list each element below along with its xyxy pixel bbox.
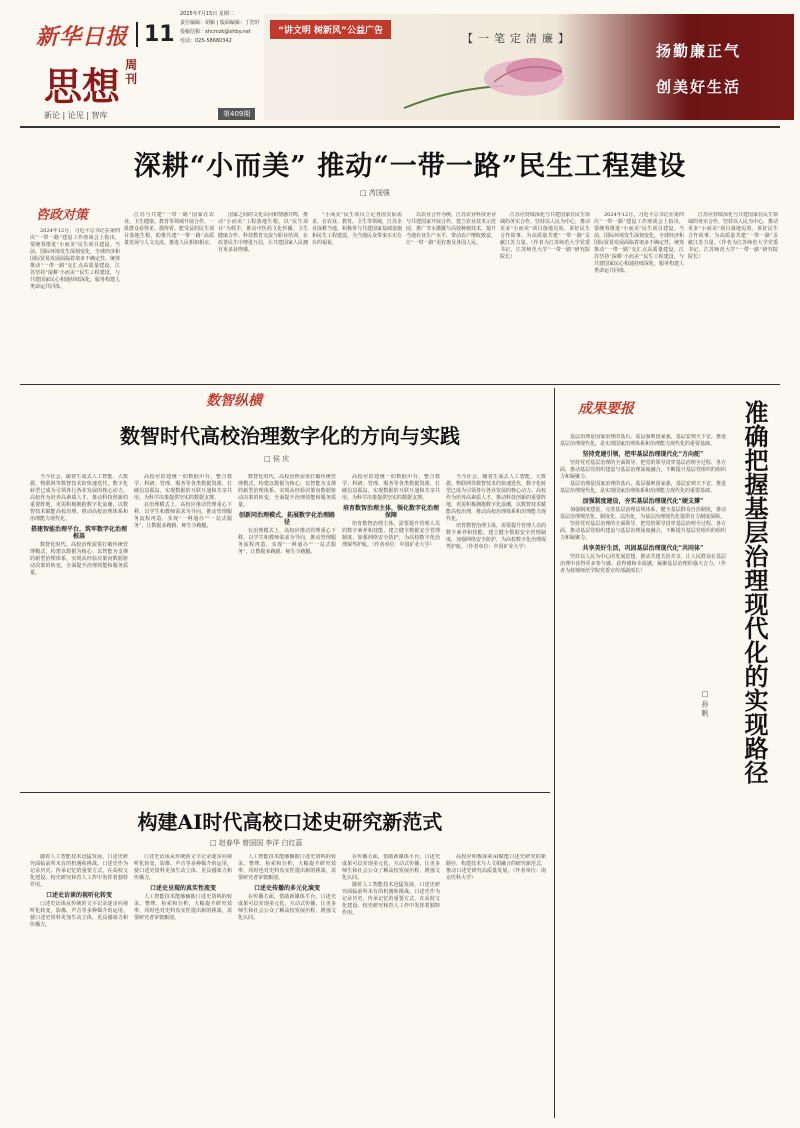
article3-subhead-2: 口述史呈现的真实性流变 bbox=[149, 885, 216, 892]
ad-banner bbox=[264, 14, 794, 120]
divider-2 bbox=[20, 792, 550, 793]
section-nav: 新论 | 论见 | 智库 bbox=[44, 111, 108, 120]
email-line: 投稿信箱：xhcmzk@xhby.net bbox=[180, 29, 251, 35]
page-number: 11 bbox=[136, 22, 175, 47]
article2-col-3: 数智化时代，高校治理需要打破传统管理模式，构建以数据为核心、以智能为支撑的新型治理体系，实现从经验决策向数据驱动决策的转变，全面提升治理效能和服务质量。 创新同治理模式，拓展数字化治理路径 在治理模式上，高校应推动管理重心下移，以学生和教师需求为导向，推动管理服务流程再造，实现“一网通办”“一站式服务”，让数据多跑路、师生少跑腿。 bbox=[238, 474, 336, 555]
ad-slogan-2: 创美好生活 bbox=[656, 78, 742, 96]
newspaper-logo: 新华日报 bbox=[36, 24, 129, 50]
issue-badge: 第409期 bbox=[218, 108, 255, 120]
article3-author: □ 赵春华 曾国国 李洋 白红蕊 bbox=[210, 839, 303, 847]
article4-subhead-3: 共享美好生活，巩固基层治理现代化“共同体” bbox=[582, 545, 704, 552]
article1-col-1: 2024年12月，习近平总书记在第四次“一带一路”建设工作座谈会上指出，要统筹推进“小而美”民生项目建设。当前，国际环境发生深刻变化，全球经济和国际贸易发展面临着诸多不确定性。统筹推动“一带一路”交汇点高质量建设，江苏坚持“深耕‘小而美’”民生工程建设，与共建国家民心相通持续深化，服务构建人类命运共同体。 bbox=[30, 228, 120, 290]
article1-col-8: 江苏应持续深化与共建国家在民生领域的务实合作，坚持以人民为中心，推动更多“小而美”项目落地见效，讲好民生合作故事，为高质量共建“一带一路”贡献江苏力量。（作者为江苏师范大学党委书记、江苏师范大学“一带一路”研究院院长） bbox=[688, 212, 778, 260]
article3-subhead-3: 口述史传播的多元化演变 bbox=[253, 885, 320, 892]
article3-col-4: 在传播方面，借助新媒体平台，口述史成果可以实现多元化、互动式传播，让更多师生和社会公众了解高校发展历程，增强文化认同。 随着人工智能技术迅猛发展，口述史研究面临前所未有的机遇和挑战。口述史作为记录历史、传承记忆的重要方式，在高校文化建设、校史研究和育人工作中发挥着独特作用。 bbox=[342, 854, 440, 916]
article2-title: 数智时代高校治理数字化的方向与实践 bbox=[120, 424, 460, 448]
article1-title: 深耕“小而美” 推动“一带一路”民生工程建设 bbox=[133, 151, 687, 182]
section-logo-sub: 周刊 bbox=[125, 58, 138, 86]
article4-subhead-1: 坚持党建引领，把牢基层治理现代化“方向舵” bbox=[582, 451, 704, 458]
vertical-divider bbox=[554, 388, 555, 1118]
date-line: 2025年7月15日 星期二 bbox=[180, 11, 234, 17]
article1-col-5: 以农业合作为例，江苏农业科技企业与共建国家开展合作，建立农业技术示范园，推广节水灌溉与高效种植技术，提升当地农业生产水平，带动农户增收致富，让“一带一路”更好惠及各国人民。 bbox=[406, 212, 496, 246]
article4-title: 准确把握基层治理现代化的实现路径 bbox=[740, 400, 769, 784]
article1-col-2: 江苏与共建“一带一路”国家在农业、卫生健康、教育等领域开展合作，一批群众看得见、摸得着、能受益的民生项目落地生根，助推共建“一带一路”高质量发展与人文交流，推进人民相知相亲。 bbox=[124, 212, 214, 246]
article3-title: 构建AI时代高校口述史研究新范式 bbox=[137, 810, 443, 834]
editor-line: 责任编辑：胡颖 | 版面编辑：丁浩轩 bbox=[180, 20, 260, 26]
article1-col-4: “小而美”民生项目立足各国实际需求，在农业、教育、卫生等领域，江苏企业深耕当地，积极参与共建国家基础设施和民生工程建设，为当地民众带来实实在在的福祉。 bbox=[312, 212, 402, 246]
phone-line: 电话：025-58680342 bbox=[180, 38, 232, 44]
article4-column-tag: 成果要报 bbox=[578, 401, 634, 417]
article3-col-2: 口述史访谈从传统的文字记录逐步向视听化转变，影像、声音等多种媒介的运用，使口述史资料更加生动立体，更具感染力和传播力。 口述史呈现的真实性流变 人工智能技术能够辅助口述史资料的转录、整理、检索和分析，大幅提升研究效率，同时也对史料真实性提出新的挑战，需要研究者审慎甄别。 bbox=[134, 854, 232, 921]
masthead bbox=[0, 0, 800, 128]
article4-col-1: 基层治理是国家治理的基石。基层强则国家强，基层安则天下安。推进基层治理现代化，是实现国家治理体系和治理能力现代化的重要基础。 坚持党建引领，把牢基层治理现代化“方向舵” 坚持党对基层治理的全面领导，把党的领导贯穿基层治理全过程、各方面，推动基层党组织建设与基层治理深度融合，不断提升基层党组织的组织力和凝聚力。 基层治理是国家治理的基石。基层强则国家强，基层安则天下安。推进基层治理现代化，是实现国家治理体系和治理能力现代化的重要基础。 加强制度建设，夯实基层治理现代化“硬支撑” 加强制度建设，完善基层治理法规体系，健全基层群众自治制度，推动基层治理规范化、制度化、法治化，为基层治理现代化提供有力制度保障。 坚持党对基层治理的全面领导，把党的领导贯穿基层治理全过程、各方面，推动基层党组织建设与基层治理深度融合，不断提升基层党组织的组织力和凝聚力。 共享美好生活，巩固基层治理现代化“共同体” 坚持以人民为中心的发展思想，推动共建共治共享，让人民群众在基层治理中获得更多参与感、获得感和幸福感，凝聚基层治理的强大合力。（作者为盐城师范学院党委宣传部副部长） bbox=[560, 434, 726, 574]
article4-subhead-2: 加强制度建设，夯实基层治理现代化“硬支撑” bbox=[582, 498, 704, 505]
article2-col-4: 高校应搭建统一的数据中台，整合教学、科研、管理、服务等各类数据资源，打破信息孤岛，实现数据的互联互通和共享共用，为科学决策提供坚实的数据支撑。 培育数智治理主体，强化数字化治理保障 培育数智治理主体，需要提升管理人员的数字素养和技能，建立健全数据安全管理制度，加强网络安全防护，为高校数字化治理保驾护航。（作者单位：中国矿业大学） bbox=[342, 474, 440, 548]
ad-center-title: 【一笔定清廉】 bbox=[462, 32, 574, 45]
masthead-rule bbox=[20, 126, 780, 128]
article3-col-5: 高校应积极探索AI赋能口述史研究的新路径，构建技术与人文相融合的研究新范式，推动口述史研究高质量发展。（作者单位：南京医科大学） bbox=[446, 854, 546, 881]
article3-col-1: 随着人工智能技术迅猛发展，口述史研究面临前所未有的机遇和挑战。口述史作为记录历史、传承记忆的重要方式，在高校文化建设、校史研究和育人工作中发挥着独特作用。 口述史访谈的视听化转变 口述史访谈从传统的文字记录逐步向视听化转变，影像、声音等多种媒介的运用，使口述史资料更加生动立体，更具感染力和传播力。 bbox=[30, 854, 128, 928]
ad-slogan-1: 扬勤廉正气 bbox=[656, 42, 742, 60]
article1-col-6: 江苏应持续深化与共建国家在民生领域的务实合作，坚持以人民为中心，推动更多“小而美”项目落地见效，讲好民生合作故事，为高质量共建“一带一路”贡献江苏力量。（作者为江苏师范大学党委书记、江苏师范大学“一带一路”研究院院长） bbox=[500, 212, 590, 260]
article1-column-tag: 咨政对策 bbox=[36, 208, 89, 223]
article2-column-tag: 数智纵横 bbox=[206, 393, 262, 409]
article1-col-3: 国家之间的文化认同和情感共鸣，推动“小而美”工程落地生根。以“民生项目”为抓手，推动中医药文化传播、卫生健康合作、科技教育交流与职业培训，在改善民生中增进互信，让共建国家人民拥有更多获得感。 bbox=[218, 212, 308, 253]
article2-col-2: 高校应搭建统一的数据中台，整合教学、科研、管理、服务等各类数据资源，打破信息孤岛，实现数据的互联互通和共享共用，为科学决策提供坚实的数据支撑。 在治理模式上，高校应推动管理重心下移，以学生和教师需求为导向，推动管理服务流程再造，实现“一网通办”“一站式服务”，让数据多跑路、师生少跑腿。 bbox=[134, 474, 232, 529]
article2-subhead-3: 培育数智治理主体，强化数字化治理保障 bbox=[342, 505, 439, 519]
article3-col-3: 人工智能技术能够辅助口述史资料的转录、整理、检索和分析，大幅提升研究效率，同时也对史料真实性提出新的挑战，需要研究者审慎甄别。 口述史传播的多元化演变 在传播方面，借助新媒体平台，口述史成果可以实现多元化、互动式传播，让更多师生和社会公众了解高校发展历程，增强文化认同。 bbox=[238, 854, 336, 921]
section-logo-main: 思想 bbox=[44, 64, 121, 109]
article2-col-1: 当今社会，随着生成式人工智能、大数据、物联网等数智技术的快速迭代，数字化转型已成为引领各行各业发展的核心动力。高校作为培养高素质人才、推动科技创新的重要阵地，更需积极拥抱数字化浪潮，以数智技术赋能高校治理，推动高校治理体系和治理能力现代化。 搭建智能治理平台，筑牢数字化治理根基 数智化时代，高校治理需要打破传统管理模式，构建以数据为核心、以智能为支撑的新型治理体系，实现从经验决策向数据驱动决策的转变，全面提升治理效能和服务质量。 bbox=[30, 474, 128, 576]
article2-subhead-2: 创新同治理模式，拓展数字化治理路径 bbox=[238, 512, 335, 526]
ad-lotus-illustration bbox=[384, 48, 584, 114]
article1-col-7: 2024年12月，习近平总书记在第四次“一带一路”建设工作座谈会上指出，要统筹推进“小而美”民生项目建设。当前，国际环境发生深刻变化，全球经济和国际贸易发展面临着诸多不确定性。统筹推动“一带一路”交汇点高质量建设，江苏坚持“深耕‘小而美’”民生工程建设，与共建国家民心相通持续深化，服务构建人类命运共同体。 bbox=[594, 212, 684, 274]
article3-subhead-1: 口述史访谈的视听化转变 bbox=[45, 892, 112, 899]
divider-1 bbox=[20, 384, 780, 385]
article2-subhead-1: 搭建智能治理平台，筑牢数字化治理根基 bbox=[30, 526, 127, 540]
article1-author: □ 芮国强 bbox=[360, 189, 390, 197]
article4-author: □ 孙 帆 bbox=[701, 690, 709, 717]
article2-col-5: 当今社会，随着生成式人工智能、大数据、物联网等数智技术的快速迭代，数字化转型已成为引领各行各业发展的核心动力。高校作为培养高素质人才、推动科技创新的重要阵地，更需积极拥抱数字化浪潮，以数智技术赋能高校治理，推动高校治理体系和治理能力现代化。 培育数智治理主体，需要提升管理人员的数字素养和技能，建立健全数据安全管理制度，加强网络安全防护，为高校数字化治理保驾护航。（作者单位：中国矿业大学） bbox=[446, 474, 546, 550]
ad-label: “讲文明 树新风”公益广告 bbox=[270, 20, 391, 39]
article2-author: □ 侯 庆 bbox=[264, 455, 290, 463]
lotus-icon bbox=[384, 48, 584, 114]
section-logo bbox=[44, 56, 139, 111]
